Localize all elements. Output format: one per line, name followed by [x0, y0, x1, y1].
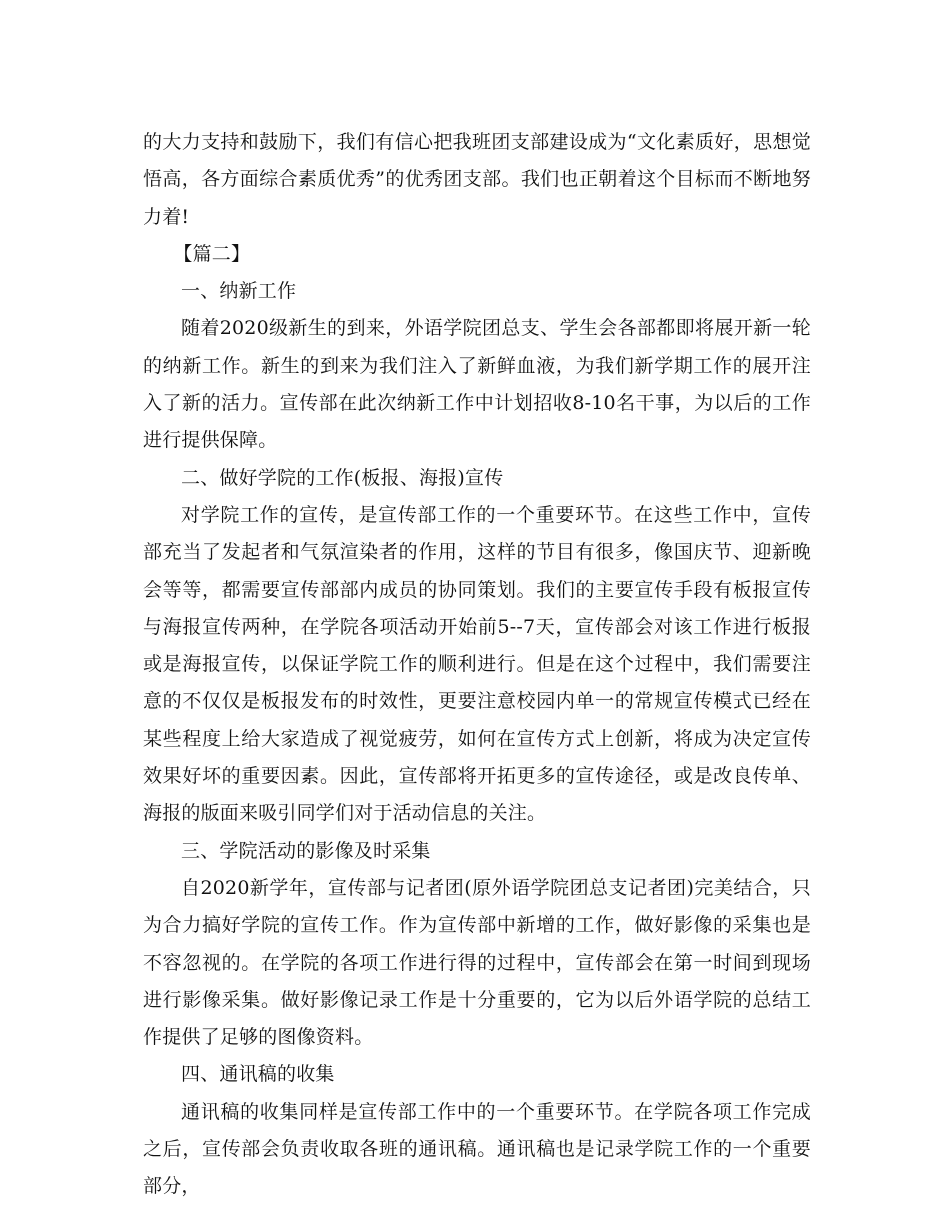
section-heading-publicity: 二、做好学院的工作(板报、海报)宣传	[181, 466, 504, 489]
paragraph-publicity: 对学院工作的宣传，是宣传部工作的一个重要环节。在这些工作中，宣传部充当了发起者和气氛渲染者的作用，这样的节目有很多，像国庆节、迎新晚会等等，都需要宣传部部内成员的协同策划。我们的主要宣传手段有板报宣传与海报宣传两种，在学院各项活动开始前5--7天，宣传部会对该工作进行板报或是海报宣传，以保证学院工作的顺利进行。但是在这个过程中，我们需要注意的不仅仅是板报发布的时效性，更要注意校园内单一的常规宣传模式已经在某些程度上给大家造成了视觉疲劳，如何在宣传方式上创新，将成为决定宣传效果好坏的重要因素。因此，宣传部将开拓更多的宣传途径，或是改良传单、海报的版面来吸引同学们对于活动信息的关注。	[143, 503, 811, 825]
paragraph-image-collection: 自2020新学年，宣传部与记者团(原外语学院团总支记者团)完美结合，只为合力搞好学院的宣传工作。作为宣传部中新增的工作，做好影像的采集也是不容忽视的。在学院的各项工作进行得的过程中，宣传部会在第一时间到现场进行影像采集。做好影像记录工作是十分重要的，它为以后外语学院的总结工作提供了足够的图像资料。	[143, 876, 811, 1049]
paragraph-recruitment: 随着2020级新生的到来，外语学院团总支、学生会各部都即将展开新一轮的纳新工作。新生的到来为我们注入了新鲜血液，为我们新学期工作的展开注入了新的活力。宣传部在此次纳新工作中计划招收8-10名干事，为以后的工作进行提供保障。	[143, 317, 811, 452]
section-heading-image-collection: 三、学院活动的影像及时采集	[181, 839, 431, 862]
section-heading-newsletter: 四、通讯稿的收集	[181, 1063, 335, 1086]
section-heading-recruitment: 一、纳新工作	[181, 280, 297, 303]
paragraph-newsletter: 通讯稿的收集同样是宣传部工作中的一个重要环节。在学院各项工作完成之后，宣传部会负责收取各班的通讯稿。通讯稿也是记录学院工作的一个重要部分，	[143, 1100, 811, 1198]
paragraph-continuation: 的大力支持和鼓励下，我们有信心把我班团支部建设成为“文化素质好，思想觉悟高，各方面综合素质优秀”的优秀团支部。我们也正朝着这个目标而不断地努力着!	[143, 131, 811, 228]
document-body	[143, 124, 811, 1206]
section-title-part-two: 【篇二】	[173, 242, 251, 265]
